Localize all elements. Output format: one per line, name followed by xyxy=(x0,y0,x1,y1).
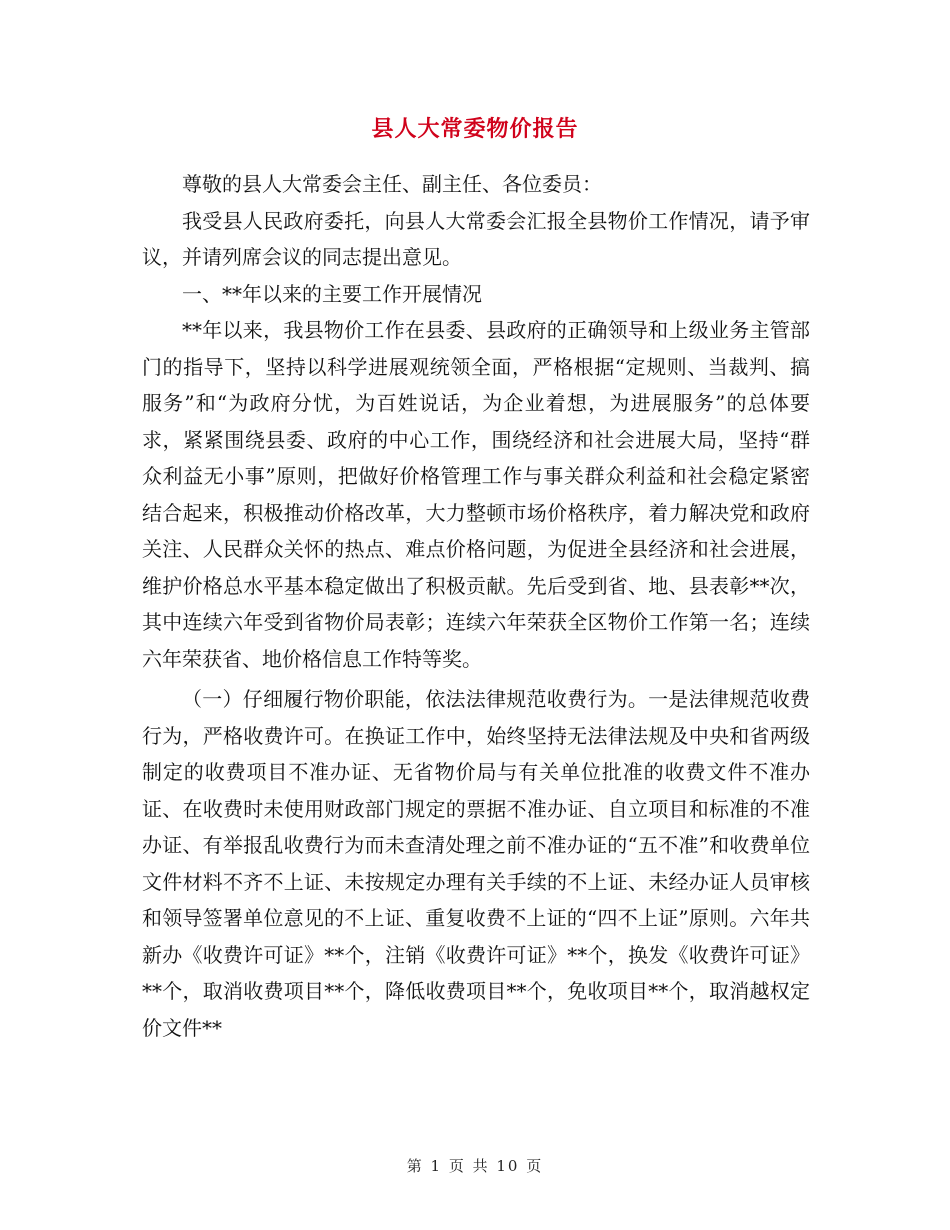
intro-paragraph: 我受县人民政府委托，向县人大常委会汇报全县物价工作情况，请予审议，并请列席会议的同志提出意见。 xyxy=(142,208,810,269)
section-heading: 一、**年以来的主要工作开展情况 xyxy=(182,281,482,306)
subsection-paragraph: （一）仔细履行物价职能，依法法律规范收费行为。一是法律规范收费行为，严格收费许可。在换证工作中，始终坚持无法律法规及中央和省两级制定的收费项目不准办证、无省物价局与有关单位批准的收费文件不准办证、在收费时未使用财政部门规定的票据不准办证、自立项目和标准的不准办证、有举报乱收费行为而未查清处理之前不准办证的“五不准”和收费单位文件材料不齐不上证、未按规定办理有关手续的不上证、未经办证人员审核和领导签署单位意见的不上证、重复收费不上证的“四不上证”原则。六年共新办《收费许可证》**个，注销《收费许可证》**个，换发《收费许可证》**个，取消收费项目**个，降低收费项目**个，免收项目**个，取消越权定价文件** xyxy=(142,687,810,1040)
salutation-paragraph: 尊敬的县人大常委会主任、副主任、各位委员： xyxy=(182,172,602,196)
document-body xyxy=(142,166,810,1046)
overview-paragraph: **年以来，我县物价工作在县委、县政府的正确领导和上级业务主管部门的指导下，坚持以科学进展观统领全面，严格根据“定规则、当裁判、搞服务”和“为政府分忧，为百姓说话，为企业着想，为进展服务”的总体要求，紧紧围绕县委、政府的中心工作，围绕经济和社会进展大局，坚持“群众利益无小事”原则，把做好价格管理工作与事关群众利益和社会稳定紧密结合起来，积极推动价格改革，大力整顿市场价格秩序，着力解决党和政府关注、人民群众关怀的热点、难点价格问题，为促进全县经济和社会进展，维护价格总水平基本稳定做出了积极贡献。先后受到省、地、县表彰**次，其中连续六年受到省物价局表彰；连续六年荣获全区物价工作第一名；连续六年荣获省、地价格信息工作特等奖。 xyxy=(142,318,810,671)
page-footer: 第 1 页 共 10 页 xyxy=(406,1157,544,1175)
document-title: 县人大常委物价报告 xyxy=(371,116,579,142)
